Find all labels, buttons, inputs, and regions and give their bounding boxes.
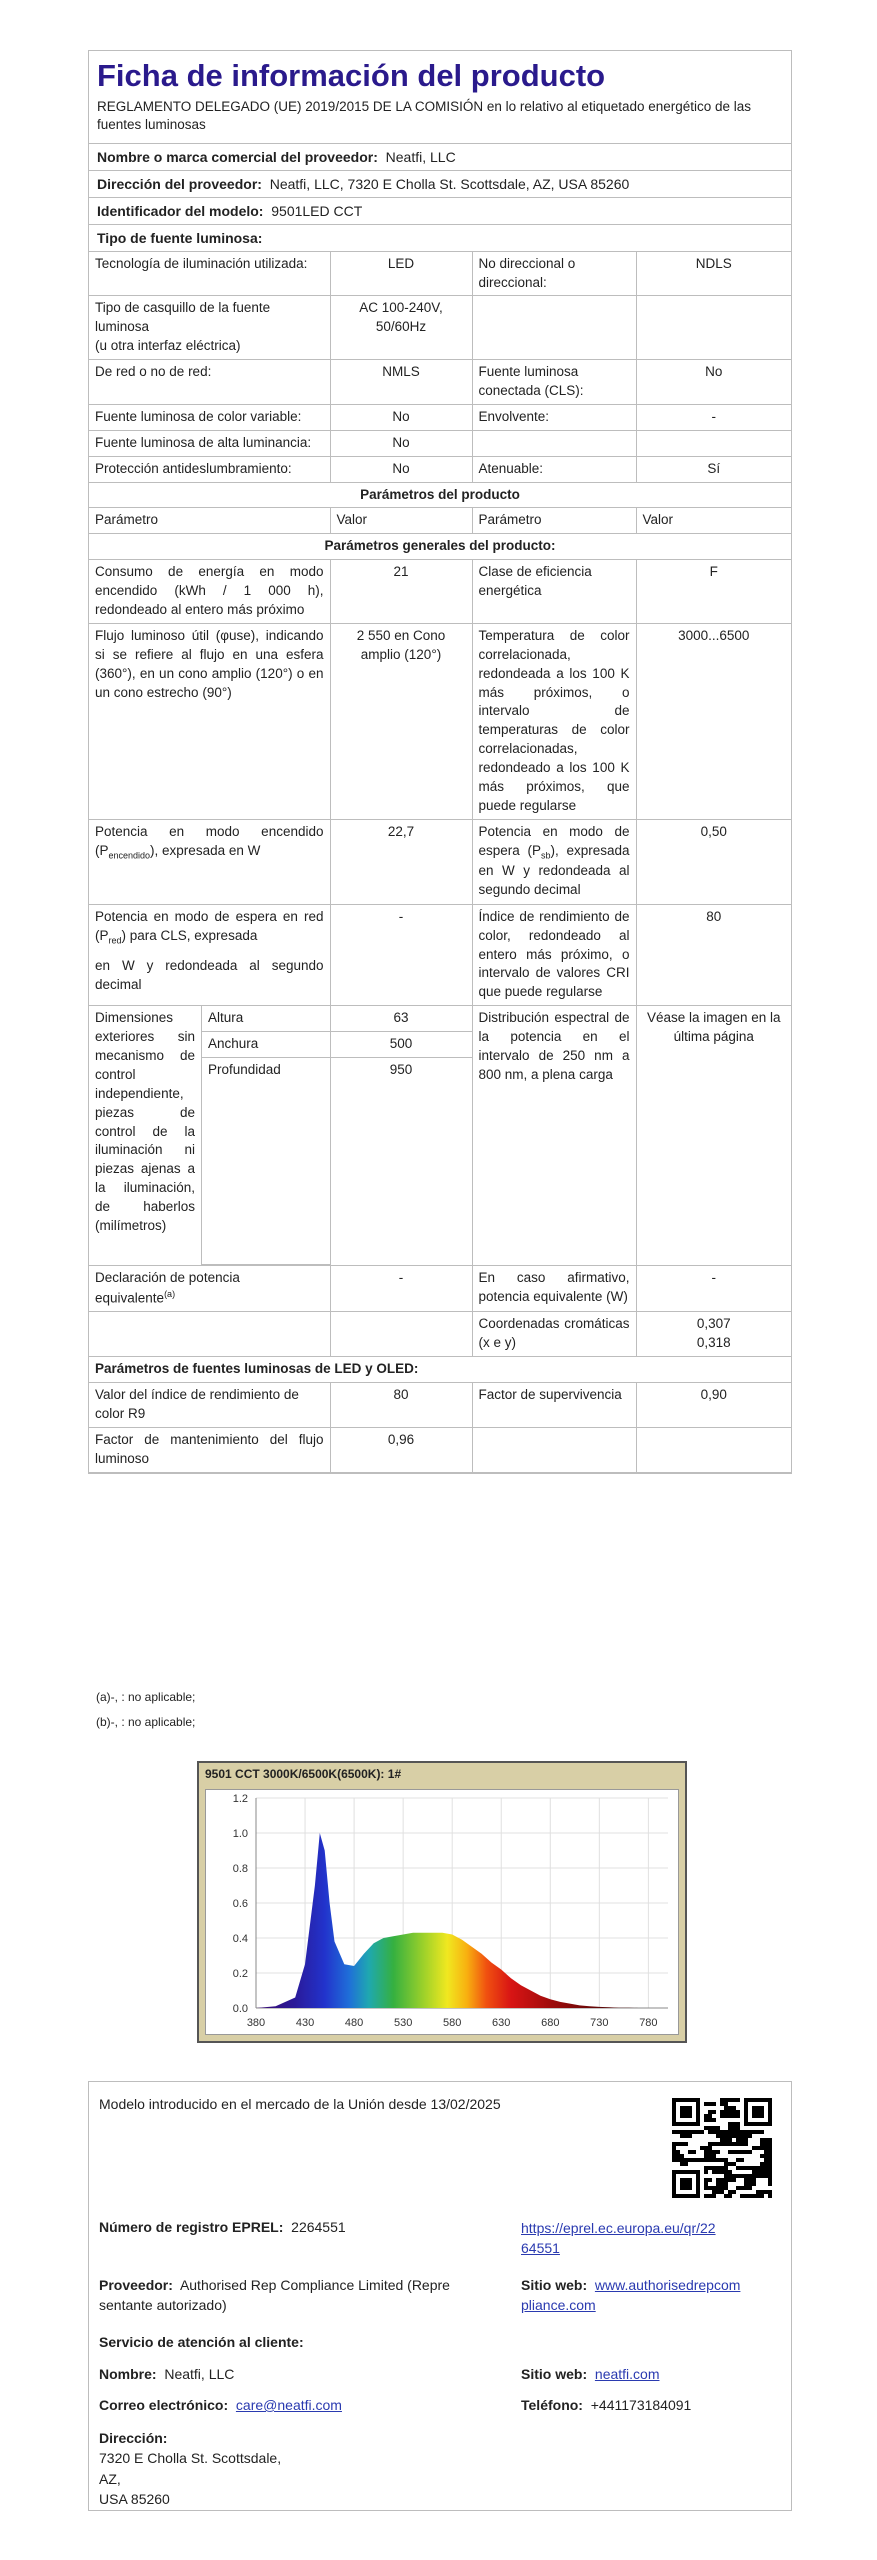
table-row [89,904,791,1005]
param-label: Fuente luminosa de color variable: [89,404,330,430]
section-header-row [89,534,791,560]
column-header: Valor [636,508,791,534]
cap-type-label: Tipo de casquillo de la fuente luminosa [95,300,271,335]
chroma-y: 0,318 [696,1335,731,1351]
email-label: Correo electrónico: [99,2397,229,2413]
param-text: Potencia en modo de espera en red (P [95,908,324,943]
param-value: NMLS [330,360,472,405]
model-row [89,198,791,225]
table-row [89,1382,791,1427]
param-value: No [330,430,472,456]
supplier-address: Neatfi, LLC, 7320 E Cholla St. Scottsdale, AZ, USA 85260 [269,175,630,192]
param-value: NDLS [636,251,791,296]
qr-code-icon[interactable] [672,2098,772,2198]
param-value: 80 [330,1382,472,1427]
param-label [472,296,636,360]
param-value: - [330,904,472,1005]
spectrum-svg [206,1790,678,2034]
param-text: Declaración de potencia equivalente [95,1270,240,1306]
y-tick-label: 0.8 [232,1863,248,1875]
param-label [89,1266,330,1312]
provider-name: sentante autorizado) [99,2296,227,2313]
name-label: Nombre: [99,2366,157,2382]
email-row [99,2397,342,2413]
y-tick-label: 1.2 [232,1793,248,1805]
param-value: 22,7 [330,819,472,904]
phone-row [521,2397,691,2413]
param-value: 80 [636,904,791,1005]
param-label: Temperatura de color correlacionada, redondeada a los 100 K más próximos, o intervalo de temperaturas de color correlacionadas, redondeado a los 100 K más próximos, que puede regularse [472,623,636,819]
light-source-type-label: Tipo de fuente luminosa: [97,229,263,246]
param-label: Índice de rendimiento de color, redondeado al entero más próximo, o intervalo de valores CRI que puede regularse [472,904,636,1005]
address-block [99,2428,281,2509]
eprel-row [99,2219,346,2235]
param-label [472,430,636,456]
param-value: - [330,1266,472,1312]
column-header: Parámetro [89,508,330,534]
eprel-label: Número de registro EPREL: [99,2219,284,2235]
eprel-card [88,2081,792,2511]
param-label: Distribución espectral de la potencia en el intervalo de 250 nm a 800 nm, a plena carga [472,1006,636,1266]
supplier-address-row [89,171,791,198]
param-subscript: red [108,935,122,946]
param-label [89,904,330,1005]
param-value: No [636,360,791,405]
empty-cell [89,1312,330,1357]
table-row [89,1266,791,1312]
page-title: Ficha de información del producto [97,58,606,93]
address-line: USA 85260 [99,2490,170,2507]
regulation-text: REGLAMENTO DELEGADO (UE) 2019/2015 DE LA COMISIÓN en lo relativo al etiquetado energético de las fuentes luminosas [89,96,791,143]
param-label: Atenuable: [472,456,636,482]
dimensions-values-table [331,1006,472,1083]
footnote-b: (b)-, : no aplicable; [96,1715,196,1729]
param-value [636,1427,791,1472]
service-label: Servicio de atención al cliente: [99,2334,304,2350]
supplier-name-label: Nombre o marca comercial del proveedor: [97,148,378,165]
provider-web-row [521,2276,740,2315]
supplier-address-label: Dirección del proveedor: [97,175,262,192]
service-website-link[interactable]: neatfi.com [594,2366,660,2382]
table-row [89,1312,791,1357]
table-row [89,560,791,624]
param-text: ), expresada en W [150,842,261,858]
provider-website-link[interactable]: pliance.com [521,2296,596,2313]
param-label: No direccional o direccional: [472,251,636,296]
table-row [89,360,791,405]
param-label: En caso afirmativo, potencia equivalente (W) [472,1266,636,1312]
y-tick-label: 1.0 [232,1828,248,1840]
table-row [89,623,791,819]
dim-label: Profundidad [202,1058,330,1265]
address-line: 7320 E Cholla St. Scottsdale, [99,2450,282,2467]
param-label [472,1427,636,1472]
website-label: Sitio web: [521,2277,588,2293]
param-value [636,430,791,456]
service-web-row [521,2366,660,2382]
param-label [89,296,330,360]
footnote-ref: (a) [164,1288,176,1299]
dim-value: 950 [389,1062,413,1078]
dimensions-cell [89,1006,330,1266]
column-header-row [89,508,791,534]
param-label: Fuente luminosa conectada (CLS): [472,360,636,405]
param-value [636,296,791,360]
table-row [89,819,791,904]
light-source-type-row [89,225,791,251]
param-text: en W y redondeada al segundo decimal [95,957,324,992]
x-tick-label: 530 [393,2017,413,2029]
eprel-url[interactable]: https://eprel.ec.europa.eu/qr/22 [521,2220,716,2236]
param-label: Fuente luminosa de alta luminancia: [89,430,330,456]
service-name-row [99,2366,234,2382]
param-label: Flujo luminoso útil (φuse), indicando si se refiere al flujo en una esfera (360°), en un cono amplio (120°) o en un cono estrecho (90°) [89,623,330,819]
chart-plot-area [205,1789,679,2035]
param-text: Potencia en modo de espera (P [478,823,630,858]
website-label: Sitio web: [521,2366,588,2382]
column-header: Valor [330,508,472,534]
x-tick-label: 430 [295,2017,315,2029]
spectrum-chart [197,1761,687,2043]
dimensions-label: Dimensiones exteriores sin mecanismo de control independiente, piezas de control de la iluminación ni piezas ajenas a la iluminación, de haberlos (milímetros) [89,1006,202,1264]
dim-value: 500 [331,1032,472,1058]
column-header: Parámetro [472,508,636,534]
param-label: Factor de mantenimiento del flujo luminoso [89,1427,330,1472]
provider-label: Proveedor: [99,2277,173,2293]
phone-label: Teléfono: [521,2397,583,2413]
param-value: AC 100-240V, 50/60Hz [330,296,472,360]
section-header-row [89,1357,791,1383]
dim-value: 63 [331,1006,472,1031]
param-label: De red o no de red: [89,360,330,405]
table-row [89,404,791,430]
param-text: ), expresada en W y redondeada al segundo decimal [478,842,630,897]
param-value: - [636,1266,791,1312]
supplier-name-row [89,144,791,171]
address-line: AZ, [99,2470,121,2487]
param-label: Coordenadas cromáticas (x e y) [472,1312,636,1357]
x-tick-label: 630 [492,2017,511,2029]
dimensions-table [89,1006,330,1265]
param-text: ) para CLS, expresada [121,927,258,943]
provider-website-link[interactable]: www.authorisedrepcom [594,2277,741,2293]
param-value: 0,50 [636,819,791,904]
param-label: Protección antideslumbramiento: [89,456,330,482]
param-label [472,819,636,904]
table-row [89,1427,791,1472]
chart-title: 9501 CCT 3000K/6500K(6500K): 1# [205,1767,402,1781]
param-label: Valor del índice de rendimiento de color R9 [89,1382,330,1427]
section-header: Parámetros generales del producto: [89,534,791,560]
dim-label: Altura [202,1006,330,1031]
param-value: LED [330,251,472,296]
x-tick-label: 680 [541,2017,560,2029]
param-value: 2 550 en Cono amplio (120°) [330,623,472,819]
eprel-number: 2264551 [291,2219,346,2235]
model-id: 9501LED CCT [271,202,363,219]
y-tick-label: 0.6 [232,1898,248,1910]
param-label: Factor de supervivencia [472,1382,636,1427]
param-value: No [330,404,472,430]
phone-number: +441173184091 [590,2397,692,2413]
param-value: No [330,456,472,482]
table-row [89,456,791,482]
table-row [89,1006,791,1266]
eprel-url[interactable]: 64551 [521,2239,560,2256]
param-subscript: encendido [108,850,151,861]
param-value: - [636,404,791,430]
param-label: Clase de eficiencia energética [472,560,636,624]
param-value: 3000...6500 [636,623,791,819]
param-label: Tecnología de iluminación utilizada: [89,251,330,296]
x-tick-label: 580 [443,2017,462,2029]
param-value: 0,96 [330,1427,472,1472]
x-tick-label: 730 [590,2017,609,2029]
section-header: Parámetros del producto [89,482,791,508]
y-tick-label: 0.2 [232,1968,248,1980]
param-label [89,819,330,904]
param-value: F [636,560,791,624]
supplier-name: Neatfi, LLC [385,148,456,165]
service-name: Neatfi, LLC [164,2366,235,2382]
x-tick-label: 380 [246,2017,266,2029]
address-label: Dirección: [99,2430,168,2446]
y-tick-label: 0.4 [232,1933,248,1945]
x-tick-label: 480 [344,2017,364,2029]
introduced-text: Modelo introducido en el mercado de la Unión desde 13/02/2025 [99,2096,501,2112]
product-information-sheet [88,50,792,1474]
table-row [89,296,791,360]
dimensions-values [330,1006,472,1266]
cap-type-note: (u otra interfaz eléctrica) [95,338,241,354]
y-tick-label: 0.0 [232,2003,248,2015]
param-text: Potencia en modo encendido (P [95,823,324,858]
chroma-x: 0,307 [696,1316,731,1332]
param-label: Consumo de energía en modo encendido (kWh / 1 000 h), redondeado al entero más próximo [89,560,330,624]
section-header: Parámetros de fuentes luminosas de LED y OLED: [89,1357,791,1383]
param-label: Envolvente: [472,404,636,430]
section-header-row [89,482,791,508]
table-row [89,430,791,456]
table-row [89,251,791,296]
x-tick-label: 780 [639,2017,658,2029]
email-link[interactable]: care@neatfi.com [235,2397,342,2413]
model-label: Identificador del modelo: [97,202,264,219]
dim-label: Anchura [202,1032,330,1058]
provider-row [99,2276,519,2315]
provider-name: Authorised Rep Compliance Limited (Repre [179,2277,450,2293]
param-value: Sí [636,456,791,482]
footnote-a: (a)-, : no aplicable; [96,1690,196,1704]
param-value: Véase la imagen en la última página [636,1006,791,1266]
empty-cell [330,1312,472,1357]
param-value: 21 [330,560,472,624]
param-value [636,1312,791,1357]
eprel-link[interactable] [521,2219,716,2258]
param-subscript: sb [540,850,551,861]
param-value: 0,90 [636,1382,791,1427]
specs-table [89,251,791,1473]
